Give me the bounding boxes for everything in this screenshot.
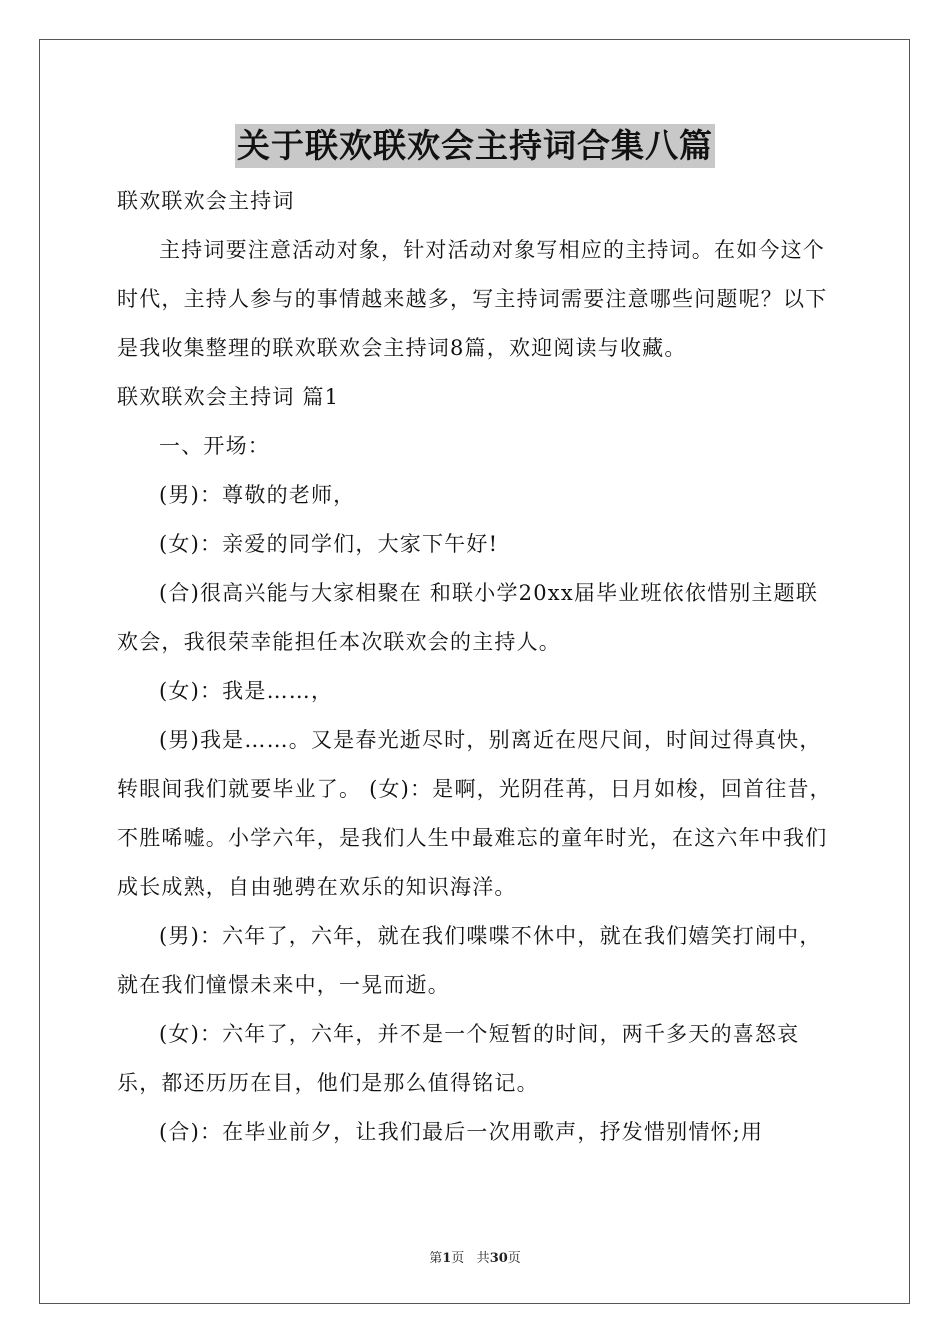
paragraph: (男)：六年了，六年，就在我们喋喋不休中，就在我们嬉笑打闹中，就在我们憧憬未来中，一晃而逝。	[117, 924, 822, 997]
paragraph: 主持词要注意活动对象，针对活动对象写相应的主持词。在如今这个时代，主持人参与的事情越来越多，写主持词需要注意哪些问题呢？以下是我收集整理的联欢联欢会主持词8篇，欢迎阅读与收藏。	[117, 238, 828, 360]
section-heading: 联欢联欢会主持词 篇1	[117, 385, 340, 409]
paragraph: (女)：六年了，六年，并不是一个短暂的时间，两千多天的喜怒哀乐，都还历历在目，他们是那么值得铭记。	[117, 1022, 800, 1095]
paragraph: 一、开场：	[159, 434, 270, 458]
paragraph: (男)：尊敬的老师，	[159, 483, 356, 507]
page-prefix: 第	[429, 1251, 443, 1266]
document-body	[117, 177, 833, 1157]
page-suffix: 页	[451, 1251, 465, 1266]
paragraph: (女)：亲爱的同学们，大家下午好!	[159, 532, 499, 556]
title-wrapper	[0, 124, 950, 168]
page-footer	[0, 1247, 950, 1266]
page-number: 1	[442, 1251, 452, 1266]
total-pages: 30	[489, 1251, 508, 1266]
paragraph: (女)：我是……，	[159, 679, 334, 703]
total-prefix: 共	[476, 1251, 490, 1266]
paragraph: (男)我是……。又是春光逝尽时，别离近在咫尺间，时间过得真快，转眼间我们就要毕业了。 (女)：是啊，光阴荏苒，日月如梭，回首往昔，不胜唏嘘。小学六年，是我们人生中最难忘的童年时光，在这六年中我们成长成熟，自由驰骋在欢乐的知识海洋。	[117, 728, 832, 899]
total-suffix: 页	[507, 1251, 521, 1266]
document-title: 关于联欢联欢会主持词合集八篇	[235, 124, 715, 168]
paragraph: (合)：在毕业前夕，让我们最后一次用歌声，抒发惜别情怀;用	[159, 1120, 764, 1144]
paragraph: (合)很高兴能与大家相聚在 和联小学20xx届毕业班依依惜别主题联欢会，我很荣幸能担任本次联欢会的主持人。	[117, 581, 819, 654]
paragraph: 联欢联欢会主持词	[117, 189, 295, 213]
